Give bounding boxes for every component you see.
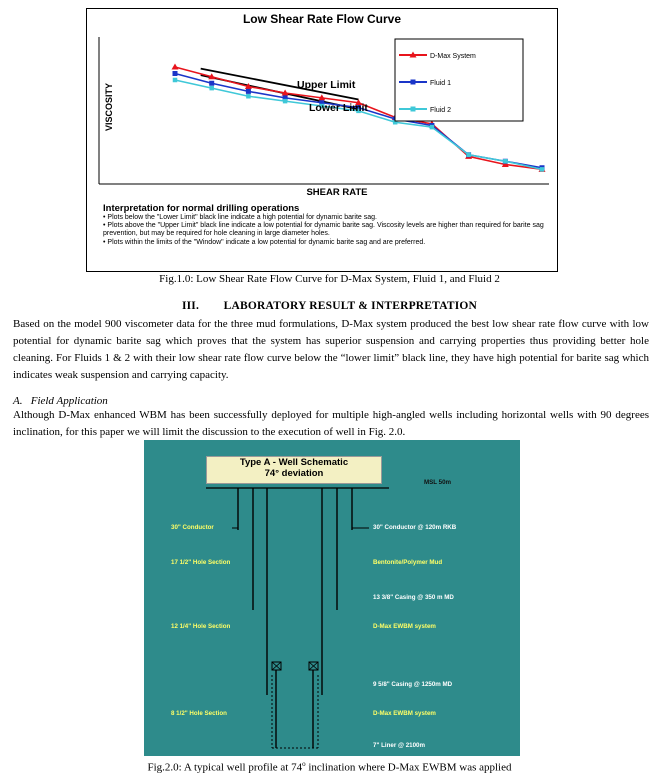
body-paragraph: Based on the model 900 viscometer data for the three mud formulations, D-Max system produced the best low shear rate flow curve with low potential for dynamic barite sag which proves that the system has superior suspension and carrying properties thus providing better hole cleaning. For Fluids 1 & 2 with their low shear rate flow curve below the “lower limit” black line, they have high potential for barite sag which indicates weak suspension and carrying capacity. <box>13 318 649 381</box>
data-point-fluid1 <box>246 89 251 94</box>
data-point-fluid2 <box>466 153 471 158</box>
right-label: Bentonite/Polymer Mud <box>373 559 443 566</box>
flow-curve-figure <box>86 8 558 272</box>
degree-superscript: o <box>302 760 306 768</box>
left-label: 30" Conductor <box>171 524 214 531</box>
right-label: D-Max EWBM system <box>373 710 436 717</box>
right-label: D-Max EWBM system <box>373 623 436 630</box>
left-label: 17 1/2" Hole Section <box>171 559 231 566</box>
data-point-fluid2 <box>283 99 288 104</box>
body-paragraph: Although D-Max enhanced WBM has been successfully deployed for multiple high-angled wells including horizontal wells with 90 degrees inclination, for this paper we will limit the discussion to the execution of well in Fig. 2.0. <box>13 409 649 438</box>
figure2-caption <box>0 760 659 774</box>
right-label: 7" Liner @ 2100m <box>373 742 425 749</box>
interpretation-line: • Plots below the "Lower Limit" black line indicate a high potential for dynamic barite sag. <box>103 214 377 221</box>
figure2-caption-text: Fig.2.0: A typical well profile at 74 <box>147 761 303 774</box>
data-point-dmax <box>172 64 179 70</box>
figure1-caption: Fig.1.0: Low Shear Rate Flow Curve for D-Max System, Fluid 1, and Fluid 2 <box>159 273 500 285</box>
subsection-heading: A. Field Application <box>13 395 108 407</box>
section-heading: III. LABORATORY RESULT & INTERPRETATION <box>181 300 478 312</box>
data-point-fluid2 <box>540 167 545 172</box>
schematic-subtitle: 74° deviation <box>264 468 324 479</box>
left-label: 8 1/2" Hole Section <box>171 710 227 717</box>
data-point-fluid1 <box>209 81 214 86</box>
data-point-fluid2 <box>209 86 214 91</box>
msl-label: MSL 50m <box>424 479 452 486</box>
legend-marker <box>411 107 416 112</box>
schematic-title: Type A - Well Schematic <box>239 457 349 468</box>
data-point-fluid2 <box>173 78 178 83</box>
chart-title: Low Shear Rate Flow Curve <box>242 12 402 26</box>
y-axis-label: VISCOSITY <box>104 82 114 131</box>
data-point-fluid2 <box>246 94 251 99</box>
left-label: 12 1/4" Hole Section <box>171 623 231 630</box>
interpretation-line: • Plots within the limits of the "Window" indicate a low potential for dynamic barite sag and are preferred. <box>103 238 426 246</box>
legend-label: D-Max System <box>430 53 476 60</box>
data-point-fluid1 <box>173 71 178 76</box>
figure2-caption-text-end: inclination where D-Max EWBM was applied <box>305 761 512 774</box>
right-label: 9 5/8" Casing @ 1250m MD <box>373 681 453 688</box>
interpretation-block <box>103 203 548 247</box>
legend-label: Fluid 2 <box>430 107 452 114</box>
interpretation-line: • Plots above the "Upper Limit" black line indicate a low potential for dynamic barite sag. Viscosity levels are higher than required for barite sag prevention, but may be required for hole cleaning in large diameter holes. <box>103 222 544 238</box>
x-axis-label: SHEAR RATE <box>306 187 368 198</box>
legend-marker <box>411 80 416 85</box>
well-schematic-drawing <box>144 440 520 756</box>
upper-limit-label: Upper Limit <box>297 79 356 91</box>
right-label: 13 3/8" Casing @ 350 m MD <box>373 594 454 601</box>
legend-label: Fluid 1 <box>430 80 452 87</box>
schematic-title-box <box>206 456 382 484</box>
interpretation-heading: Interpretation for normal drilling operations <box>103 203 300 214</box>
right-label: 30" Conductor @ 120m RKB <box>373 524 457 531</box>
data-point-fluid2 <box>430 125 435 130</box>
well-schematic-figure <box>144 440 520 756</box>
lower-limit-label: Lower Limit <box>309 102 368 114</box>
data-point-fluid2 <box>503 159 508 164</box>
